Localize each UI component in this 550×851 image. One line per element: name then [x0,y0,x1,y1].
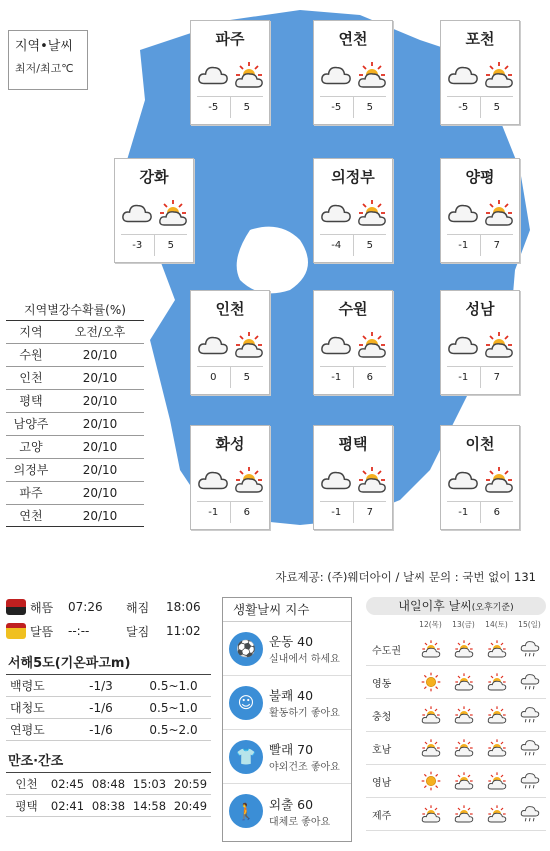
region-cell: 파주 [19,486,43,500]
sun-cloud-icon [480,705,513,725]
table-row [6,458,144,481]
sea-title: 서해5도(기온파고m) [6,653,211,675]
tide-cell: 20:49 [173,799,208,813]
sun-cloud-icon [357,465,387,499]
cloud-icon [197,333,229,359]
sun-icon [414,771,447,791]
sun-cloud-icon [414,804,447,824]
sun-moon-row [6,619,211,643]
tide-cell: 02:45 [50,777,85,791]
sun-icon [414,672,447,692]
prob-cell: 20/10 [82,394,118,408]
table-row [6,435,144,458]
cloud-icon [197,468,229,494]
forecast-days [366,619,546,633]
max-temp: 5 [243,102,250,113]
life-index-name: 빨래 70 [269,742,314,757]
city-weather-icons [441,327,519,367]
forecast-row [366,732,546,765]
forecast-day: 12(목) [419,620,442,629]
prob-cell: 20/10 [82,509,118,523]
rise-label: 해뜸 [30,600,54,615]
max-temp: 5 [167,240,174,251]
island-temp: -1/6 [89,701,113,715]
rain-cloud-icon [513,738,546,758]
tide-title: 만조·간조 [6,751,211,773]
rain-cloud-icon [513,771,546,791]
city-card [313,20,393,125]
cloud-icon [121,201,153,227]
cloud-icon [197,63,229,89]
region-cell: 남양주 [13,417,49,431]
min-temp: -1 [320,502,354,523]
island-name: 대청도 [10,701,45,715]
city-temps [197,366,263,388]
city-weather-icons [191,462,269,502]
region-cell: 고양 [19,440,43,454]
min-temp: -1 [447,502,481,523]
sun-cloud-icon [158,198,188,232]
city-weather-icons [314,462,392,502]
sun-cloud-icon [447,705,480,725]
city-card [190,425,270,530]
sun-cloud-icon [484,465,514,499]
life-index-item [223,676,351,730]
life-index-name: 불쾌 40 [269,688,314,703]
forecast-region: 영동 [372,678,392,690]
rise-time: --:-- [68,624,90,638]
island-temp: -1/6 [89,723,113,737]
city-name: 수원 [338,300,368,318]
city-weather-icons [441,195,519,235]
sun-cloud-icon [357,330,387,364]
max-temp: 6 [493,507,500,518]
tide-cell: 02:41 [50,799,85,813]
tide-cell: 평택 [15,799,38,813]
city-card [313,158,393,263]
island-temp: -1/3 [89,679,113,693]
tide-row [6,795,211,817]
sun-cloud-icon [357,198,387,232]
prob-cell: 20/10 [82,371,118,385]
city-card [440,20,520,125]
forecast-row [366,765,546,798]
tide-row [6,773,211,795]
life-index-name: 외출 60 [269,796,314,812]
rain-cloud-icon [513,639,546,659]
min-temp: -1 [447,235,481,256]
left-column [6,595,211,817]
city-temps [447,96,513,118]
forecast-row [366,798,546,831]
forecast-row [366,699,546,732]
city-weather-icons [441,57,519,97]
wave-height: 0.5~1.0 [149,701,198,715]
min-temp: -4 [320,235,354,256]
forecast-region: 충청 [372,711,392,723]
city-name: 이천 [465,435,495,453]
forecast-title [366,597,546,615]
city-card [440,425,520,530]
city-name: 의정부 [331,168,375,186]
laundry-icon: 👕 [229,740,263,774]
table-row [6,343,144,366]
city-name: 화성 [215,435,245,453]
set-time: 18:06 [166,600,201,614]
table-row [6,366,144,389]
min-temp: -1 [197,502,231,523]
cloud-icon [447,63,479,89]
sun-cloud-icon [447,738,480,758]
life-index-item [223,784,351,838]
cloud-icon [447,468,479,494]
min-temp: -5 [197,97,231,118]
city-name: 강화 [139,168,169,186]
life-index-desc: 대체로 좋아요 [269,816,331,828]
max-temp: 6 [366,372,373,383]
table-row [6,481,144,504]
min-temp: -1 [320,367,354,388]
forecast-region: 영남 [372,777,392,789]
prob-cell: 20/10 [82,486,118,500]
tide-cell: 08:38 [91,799,126,813]
tide-cell: 08:48 [91,777,126,791]
region-cell: 평택 [19,394,43,408]
forecast-region: 제주 [372,810,392,822]
sun-cloud-icon [234,330,264,364]
island-name: 연평도 [10,723,45,737]
max-temp: 7 [493,240,500,251]
data-source: 자료제공: (주)웨더아이 / 날씨 문의 : 국번 없이 131 [275,570,536,584]
forecast-day: 14(토) [485,620,508,629]
sun-cloud-icon [480,738,513,758]
city-temps [447,366,513,388]
region-cell: 인천 [19,371,43,385]
life-index-desc: 실내에서 하세요 [269,654,340,665]
city-name: 연천 [338,30,368,48]
life-index-item [223,622,351,676]
city-card [313,290,393,395]
prob-cell: 20/10 [82,417,118,431]
region-cell: 수원 [19,348,43,362]
life-index-desc: 야외건조 좋아요 [269,762,340,773]
sun-cloud-icon [414,705,447,725]
max-temp: 5 [493,102,500,113]
city-weather-icons [314,195,392,235]
prob-cell: 20/10 [82,348,118,362]
max-temp: 5 [366,240,373,251]
tide-cell: 15:03 [132,777,167,791]
cloud-icon [447,333,479,359]
cloud-icon [320,201,352,227]
sun-cloud-icon [234,60,264,94]
city-temps [121,234,187,256]
rise-label: 달뜸 [30,624,54,639]
city-temps [197,501,263,523]
min-temp: 0 [197,367,231,388]
city-card [440,290,520,395]
life-index-desc: 활동하기 좋아요 [269,708,340,719]
city-name: 양평 [465,168,495,186]
min-temp: -5 [447,97,481,118]
region-cell: 연천 [19,509,43,523]
sea-row [6,697,211,719]
tide-cell: 인천 [15,777,38,791]
prob-cell: 20/10 [82,463,118,477]
table-row [6,389,144,412]
city-temps [197,96,263,118]
sun-cloud-icon [484,198,514,232]
set-label: 달짐 [126,624,150,639]
min-temp: -5 [320,97,354,118]
sun-cloud-icon [480,639,513,659]
set-label: 해짐 [126,600,150,615]
forecast-region: 호남 [372,744,392,756]
sun-cloud-icon [480,804,513,824]
city-card [313,425,393,530]
sun-cloud-icon [447,771,480,791]
wave-height: 0.5~2.0 [149,723,198,737]
header-region: 지역 [19,325,43,339]
map-legend [8,30,88,90]
city-temps [320,366,386,388]
exercise-icon: ⚽ [229,632,263,666]
sun-cloud-icon [447,639,480,659]
tide-cell: 20:59 [173,777,208,791]
max-temp: 6 [243,507,250,518]
city-name: 포천 [465,30,495,48]
city-temps [320,501,386,523]
tide-cell: 14:58 [132,799,167,813]
city-name: 파주 [215,30,245,48]
sea-row [6,675,211,697]
life-index-panel [222,597,352,842]
city-weather-icons [191,327,269,367]
max-temp: 7 [493,372,500,383]
rain-cloud-icon [513,804,546,824]
table-row [6,504,144,527]
outing-icon: 🚶 [229,794,263,828]
set-time: 11:02 [166,624,201,638]
city-weather-icons [314,327,392,367]
city-name: 성남 [465,300,495,318]
city-card [440,158,520,263]
forecast-title-note: (오후기준) [471,603,514,613]
rain-cloud-icon [513,705,546,725]
forecast-title-text: 내일이후 날씨 [398,599,472,613]
city-temps [320,96,386,118]
max-temp: 7 [366,507,373,518]
sun-cloud-icon [480,672,513,692]
cloud-icon [320,333,352,359]
city-card [190,290,270,395]
city-temps [320,234,386,256]
wave-height: 0.5~1.0 [149,679,198,693]
forecast-region: 수도권 [372,645,401,657]
sun-cloud-icon [234,465,264,499]
legend-title: 지역•날씨 [15,39,73,54]
forecast-row [366,666,546,699]
city-name: 인천 [215,300,245,318]
city-name: 평택 [338,435,368,453]
city-weather-icons [191,57,269,97]
rain-probability-table [6,300,144,527]
forecast-row [366,633,546,666]
city-card [190,20,270,125]
min-temp: -1 [447,367,481,388]
life-index-item [223,730,351,784]
rise-time: 07:26 [68,600,103,614]
city-card [114,158,194,263]
table-row [6,412,144,435]
city-weather-icons [441,462,519,502]
moonrise-icon [6,623,26,639]
cloud-icon [447,201,479,227]
cloud-icon [320,468,352,494]
forecast-day: 15(일) [518,620,541,629]
forecast-panel [366,597,546,842]
life-index-name: 운동 40 [269,634,314,649]
island-name: 백령도 [10,679,45,693]
max-temp: 5 [366,102,373,113]
sun-cloud-icon [357,60,387,94]
region-cell: 의정부 [13,463,49,477]
sun-cloud-icon [414,639,447,659]
city-temps [447,234,513,256]
sun-cloud-icon [480,771,513,791]
forecast-day: 13(금) [452,620,475,629]
sun-cloud-icon [447,672,480,692]
header-am-pm: 오전/오후 [74,325,126,339]
min-temp: -3 [121,235,155,256]
prob-cell: 20/10 [82,440,118,454]
rain-table-title: 지역별강수확률(%) [24,303,126,317]
sun-moon-row [6,595,211,619]
life-title: 생활날씨 지수 [223,598,351,622]
city-weather-icons [314,57,392,97]
sun-cloud-icon [484,60,514,94]
city-weather-icons [115,195,193,235]
sunrise-icon [6,599,26,615]
rain-cloud-icon [513,672,546,692]
sun-cloud-icon [484,330,514,364]
cloud-icon [320,63,352,89]
rain-table-header [6,320,144,343]
sea-row [6,719,211,741]
sun-cloud-icon [414,738,447,758]
legend-subtitle: 최저/최고℃ [15,62,74,75]
max-temp: 5 [243,372,250,383]
sun-cloud-icon [447,804,480,824]
discomfort-icon: ☺ [229,686,263,720]
city-temps [447,501,513,523]
